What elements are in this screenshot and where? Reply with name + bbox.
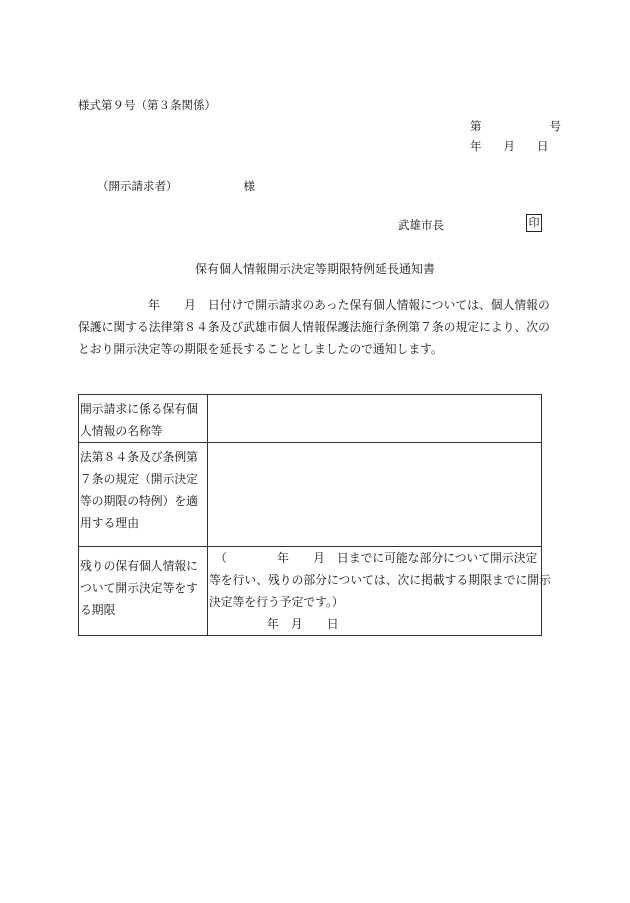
row3-line-1 [209,547,540,569]
extension-details-table [78,394,551,636]
addressee-label: （開示請求者） [97,179,178,193]
table-row [79,443,542,547]
year-label: 年 [470,139,482,153]
row2-label: 法第８４条及び条例第７条の規定（開示決定等の期限の特例）を適用する理由 [79,443,208,547]
body-month-label: 月 [184,298,196,312]
document-number-line [470,118,561,134]
body-line-1 [78,294,550,316]
row3-deadline-date [209,613,540,635]
row1-value [208,395,542,443]
row3-year-label: 年 [277,551,289,565]
issuer-mayor: 武雄市長 [398,218,444,232]
row3-line-3: 決定等を行う予定です。） [209,595,344,609]
seal-box: 印 [526,214,542,232]
body-paragraph [78,294,550,360]
row3-label: 残りの保有個人情報について開示決定等をする期限 [79,547,208,636]
month-label: 月 [503,139,515,153]
go-label: 号 [549,119,561,133]
addressee-line [97,178,255,194]
document-title: 保有個人情報開示決定等期限特例延長通知書 [194,262,435,276]
row1-label: 開示請求に係る保有個人情報の名称等 [79,395,208,443]
issue-date-line [470,138,549,154]
day-label: 日 [537,139,549,153]
form-number-label: 様式第９号（第３条関係） [78,98,216,112]
row3-deadline-year: 年 [267,617,279,631]
body-year-label: 年 [148,298,160,312]
row3-value [208,547,551,636]
row3-deadline-month: 月 [290,617,303,631]
body-line-2: 保護に関する法律第８４条及び武雄市個人情報保護法施行条例第７条の規定により、次の [78,320,550,334]
table-row [79,547,542,636]
row3-text-1: 日までに可能な部分について開示決定 [337,551,538,565]
dai-label: 第 [470,119,482,133]
row3-open-paren: （ [215,551,227,565]
body-line-1-text: 日付けで開示請求のあった保有個人情報については、個人情報の [208,298,550,312]
row3-month-label: 月 [313,551,325,565]
row2-value [208,443,542,547]
table-row [79,395,542,443]
row3-line-2: 等を行い、残りの部分については、次に掲載する期限までに開示 [209,573,551,587]
row3-deadline-day: 日 [326,617,339,631]
body-line-3: とおり開示決定等の期限を延長することとしましたので通知します。 [78,342,443,356]
sama-label: 様 [243,179,255,193]
